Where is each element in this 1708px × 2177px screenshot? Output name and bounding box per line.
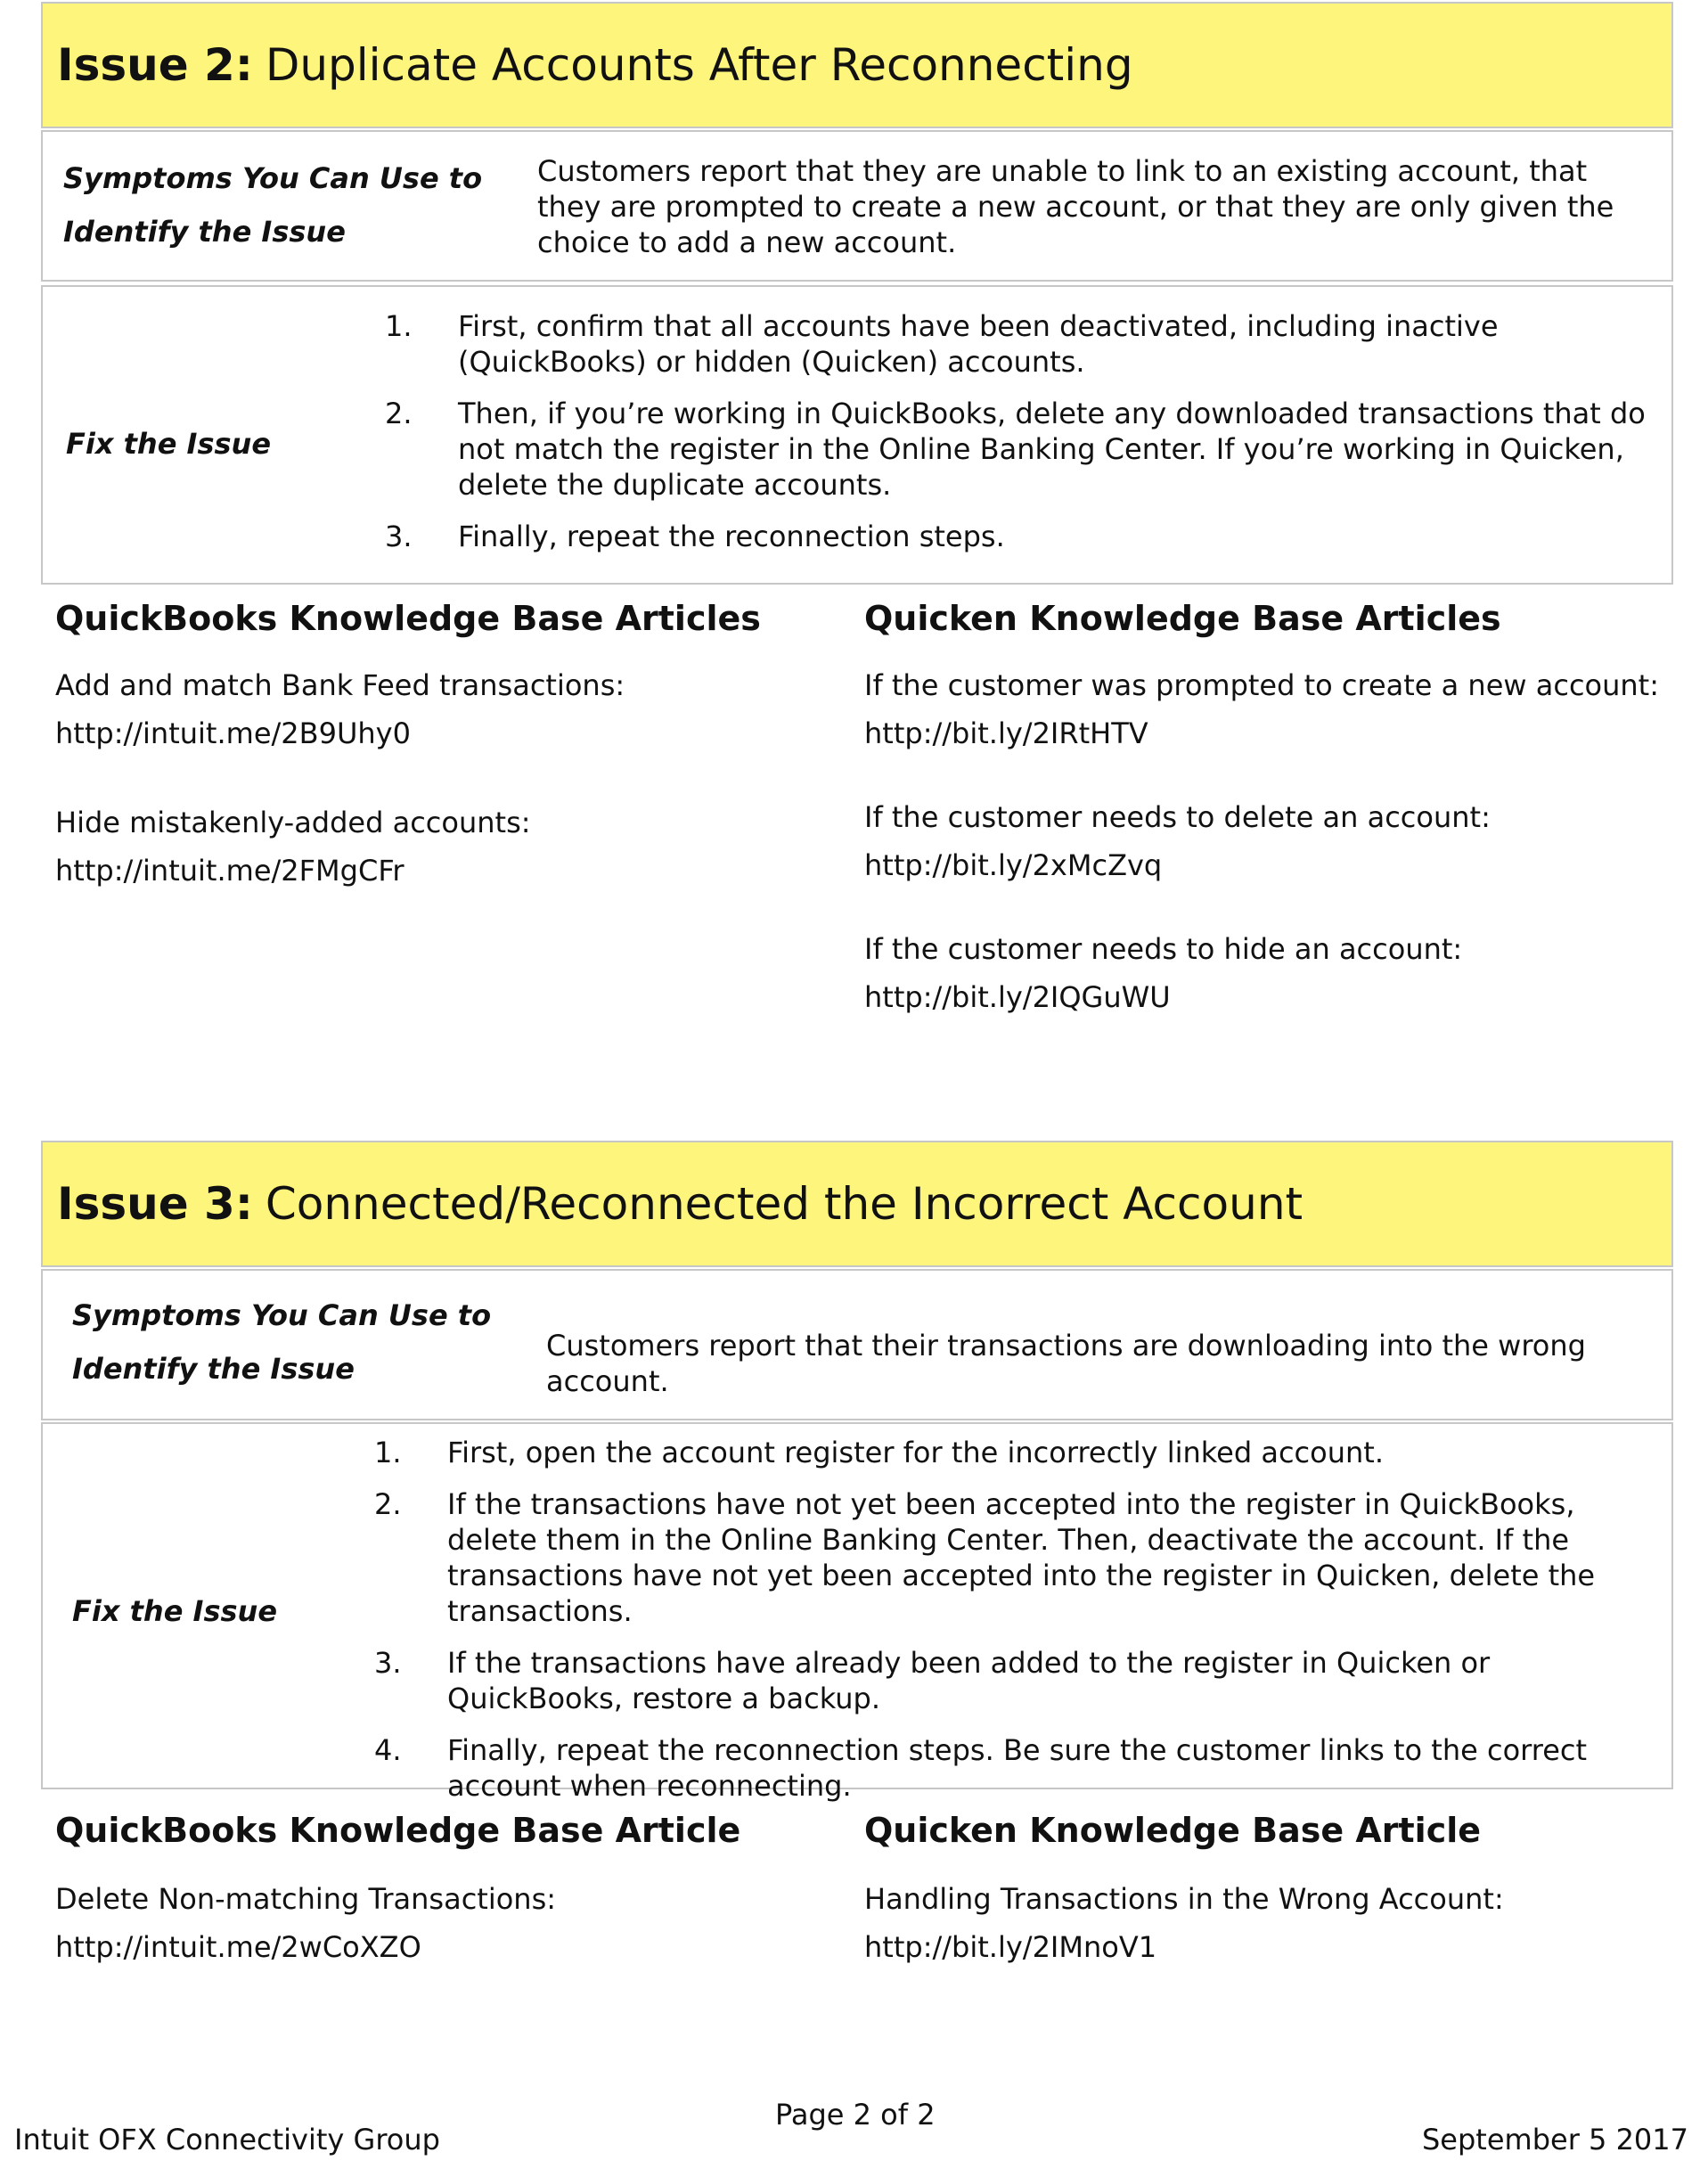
issue-3-label: Issue 3: bbox=[57, 1178, 253, 1230]
step-number: 1. bbox=[385, 309, 413, 343]
issue-3-header bbox=[41, 1141, 1673, 1267]
issue-2-step-1 bbox=[385, 308, 1650, 380]
symptoms-label-line-1: Symptoms You Can Use to bbox=[63, 161, 483, 195]
issue-3-quicken-heading: Quicken Knowledge Base Article bbox=[864, 1811, 1482, 1850]
symptoms-label-line-2: Identify the Issue bbox=[72, 1352, 355, 1386]
step-text: If the transactions have not yet been accepted into the register in QuickBooks, delete them in the Online Banking Center. Then, deactivate the account. If the transactions have not yet been accepted into the register in Quicken, delete the transactions. bbox=[447, 1487, 1596, 1628]
issue-3-symptoms-box bbox=[41, 1269, 1673, 1420]
issue-2-qk-article-1-link[interactable]: http://bit.ly/2IRtHTV bbox=[864, 716, 1148, 750]
step-number: 2. bbox=[385, 397, 413, 430]
step-number: 3. bbox=[385, 520, 413, 553]
issue-3-step-3 bbox=[374, 1645, 1657, 1716]
issue-3-step-1 bbox=[374, 1435, 1657, 1470]
issue-2-fix-box bbox=[41, 285, 1673, 585]
step-number: 3. bbox=[374, 1646, 402, 1680]
symptoms-label-line-1: Symptoms You Can Use to bbox=[72, 1298, 492, 1332]
issue-3-symptoms-text: Customers report that their transactions are downloading into the wrong account. bbox=[546, 1329, 1586, 1398]
issue-2-symptoms-box bbox=[41, 130, 1673, 282]
issue-3-step-2 bbox=[374, 1486, 1657, 1629]
step-text: First, confirm that all accounts have been deactivated, including inactive (QuickBooks) or hidden (Quicken) accounts. bbox=[458, 309, 1499, 379]
issue-3-title: Connected/Reconnected the Incorrect Account bbox=[265, 1178, 1303, 1230]
issue-2-qk-article-3-title: If the customer needs to hide an account: bbox=[864, 932, 1463, 966]
issue-3-qb-article-1-link[interactable]: http://intuit.me/2wCoXZO bbox=[55, 1930, 421, 1964]
issue-2-qk-article-2-title: If the customer needs to delete an account: bbox=[864, 800, 1491, 834]
step-text: Finally, repeat the reconnection steps. Be sure the customer links to the correct account when reconnecting. bbox=[447, 1733, 1588, 1803]
issue-2-header bbox=[41, 2, 1673, 128]
step-text: Then, if you’re working in QuickBooks, delete any downloaded transactions that do not match the register in the Online Banking Center. If you’re working in Quicken, delete the duplicate accounts. bbox=[458, 397, 1646, 502]
issue-2-quickbooks-heading: QuickBooks Knowledge Base Articles bbox=[55, 599, 761, 638]
issue-2-qb-article-2-title: Hide mistakenly-added accounts: bbox=[55, 806, 531, 839]
symptoms-label-line-2: Identify the Issue bbox=[63, 215, 346, 249]
issue-3-fix-box bbox=[41, 1422, 1673, 1803]
issue-3-fix-label: Fix the Issue bbox=[72, 1594, 278, 1628]
step-text: If the transactions have already been added to the register in Quicken or QuickBooks, restore a backup. bbox=[447, 1646, 1491, 1715]
step-text: First, open the account register for the incorrectly linked account. bbox=[447, 1436, 1384, 1469]
issue-3-qb-article-1-title: Delete Non-matching Transactions: bbox=[55, 1882, 557, 1916]
issue-2-step-2 bbox=[385, 396, 1650, 503]
issue-3-qk-article-1-link[interactable]: http://bit.ly/2IMnoV1 bbox=[864, 1930, 1157, 1964]
issue-2-fix-label: Fix the Issue bbox=[66, 427, 272, 461]
footer-center: Page 2 of 2 bbox=[775, 2098, 936, 2132]
issue-2-qk-article-3-link[interactable]: http://bit.ly/2IQGuWU bbox=[864, 980, 1171, 1014]
issue-2-symptoms-label bbox=[63, 151, 482, 258]
footer-right: September 5 2017 bbox=[1421, 2123, 1688, 2157]
step-number: 4. bbox=[374, 1733, 402, 1767]
step-text: Finally, repeat the reconnection steps. bbox=[458, 520, 1005, 553]
issue-3-step-4 bbox=[374, 1732, 1657, 1804]
issue-2-step-3 bbox=[385, 519, 1650, 554]
issue-3-symptoms-label bbox=[72, 1289, 491, 1395]
issue-2-quicken-heading: Quicken Knowledge Base Articles bbox=[864, 599, 1501, 638]
issue-2-qb-article-1-link[interactable]: http://intuit.me/2B9Uhy0 bbox=[55, 716, 411, 750]
step-number: 2. bbox=[374, 1487, 402, 1521]
step-number: 1. bbox=[374, 1436, 402, 1469]
issue-2-qb-article-1-title: Add and match Bank Feed transactions: bbox=[55, 668, 625, 702]
issue-2-steps bbox=[385, 308, 1650, 554]
issue-3-steps bbox=[374, 1435, 1657, 1804]
issue-3-quickbooks-heading: QuickBooks Knowledge Base Article bbox=[55, 1811, 741, 1850]
issue-2-qk-article-2-link[interactable]: http://bit.ly/2xMcZvq bbox=[864, 848, 1163, 882]
issue-3-qk-article-1-title: Handling Transactions in the Wrong Account: bbox=[864, 1882, 1504, 1916]
issue-2-title: Duplicate Accounts After Reconnecting bbox=[265, 39, 1133, 91]
issue-2-label: Issue 2: bbox=[57, 39, 253, 91]
issue-2-symptoms-text: Customers report that they are unable to link to an existing account, that they are prompted to create a new account, or that they are only given the choice to add a new account. bbox=[537, 154, 1614, 259]
issue-2-qk-article-1-title: If the customer was prompted to create a new account: bbox=[864, 668, 1659, 702]
footer-left: Intuit OFX Connectivity Group bbox=[14, 2123, 440, 2157]
issue-2-qb-article-2-link[interactable]: http://intuit.me/2FMgCFr bbox=[55, 854, 405, 888]
